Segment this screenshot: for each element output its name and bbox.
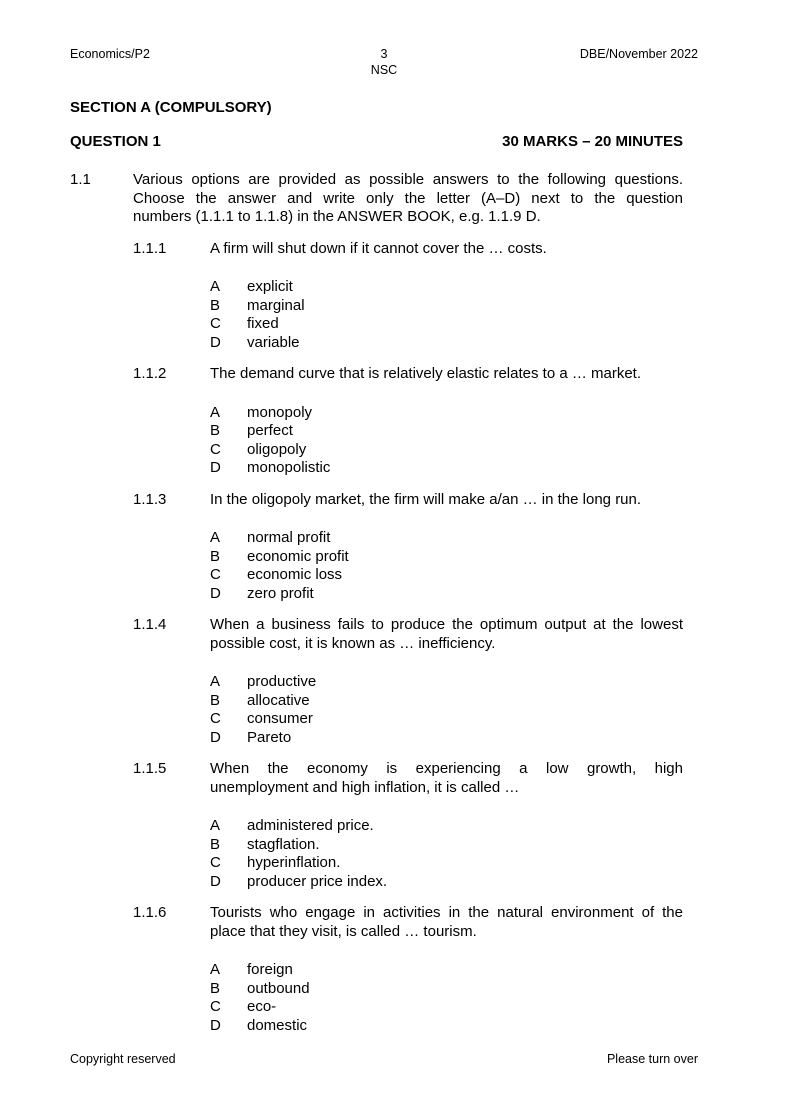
option-letter: B — [210, 979, 221, 997]
option-row — [210, 873, 683, 892]
options-list — [210, 404, 683, 478]
option-text: perfect — [247, 422, 293, 439]
subquestion-text: Tourists who engage in activities in the natural environment of the — [210, 904, 683, 921]
subquestion-text: When a business fails to produce the optimum output at the lowest — [210, 616, 683, 633]
option-letter: A — [210, 529, 221, 546]
instruction-line: numbers (1.1.1 to 1.1.8) in the ANSWER BOOK, e.g. 1.1.9 D. — [133, 208, 541, 225]
option-text: monopoly — [247, 403, 313, 421]
option-row — [210, 529, 683, 548]
header-exam-session: DBE/November 2022 — [579, 47, 698, 61]
option-letter: D — [210, 872, 221, 890]
subquestion-text: The demand curve that is relatively elastic relates to a … market. — [210, 365, 642, 382]
option-row — [210, 459, 683, 478]
option-text: stagflation. — [247, 835, 320, 853]
option-letter: C — [210, 440, 221, 458]
header-exam-level: NSC — [370, 63, 398, 77]
option-row — [210, 404, 683, 423]
option-row — [210, 566, 683, 585]
instruction-line: Choose the answer and write only the letter (A–D) next to the question — [133, 189, 683, 207]
subquestion-number: 1.1.4 — [133, 616, 167, 633]
exam-body — [70, 99, 683, 1035]
option-row — [210, 817, 683, 836]
option-row — [210, 980, 683, 999]
option-row — [210, 710, 683, 729]
option-letter: D — [210, 459, 221, 476]
subquestion-text: unemployment and high inflation, it is called … — [210, 778, 520, 796]
subquestion-number: 1.1.6 — [133, 904, 167, 921]
option-row — [210, 548, 683, 567]
option-row — [210, 585, 683, 604]
option-text: zero profit — [247, 584, 314, 602]
footer-turn-over: Please turn over — [606, 1052, 698, 1066]
instruction-line: Various options are provided as possible answers to the following questions. — [133, 171, 683, 188]
option-text: foreign — [247, 961, 293, 978]
header-page-number: 3 — [380, 47, 388, 61]
option-letter: B — [210, 422, 221, 439]
option-row — [210, 961, 683, 980]
options-list — [210, 817, 683, 891]
question-1-heading-row — [70, 133, 683, 152]
option-row — [210, 673, 683, 692]
option-letter: B — [210, 835, 221, 853]
option-row — [210, 998, 683, 1017]
subquestion-text: In the oligopoly market, the firm will make a/an … in the long run. — [210, 490, 642, 508]
subquestion-1-1-2 — [133, 365, 683, 478]
question-1-1-number: 1.1 — [70, 171, 91, 188]
option-text: eco- — [247, 998, 277, 1015]
option-letter: C — [210, 854, 221, 871]
option-letter: B — [210, 296, 221, 314]
subquestion-1-1-6 — [133, 904, 683, 1035]
option-text: variable — [247, 333, 300, 351]
option-text: hyperinflation. — [247, 854, 341, 871]
question-1-1-instruction — [133, 171, 683, 227]
option-text: Pareto — [247, 728, 292, 746]
question-1-marks: 30 MARKS – 20 MINUTES — [502, 132, 683, 150]
subquestion-1-1-4 — [133, 616, 683, 747]
option-text: administered price. — [247, 817, 374, 834]
option-row — [210, 297, 683, 316]
subquestion-number: 1.1.3 — [133, 490, 167, 508]
option-text: productive — [247, 673, 317, 690]
options-list — [210, 673, 683, 747]
option-text: economic profit — [247, 547, 349, 565]
option-letter: D — [210, 584, 221, 602]
option-text: producer price index. — [247, 872, 388, 890]
subquestion-1-1-1 — [133, 240, 683, 353]
option-text: outbound — [247, 979, 310, 997]
option-row — [210, 729, 683, 748]
option-letter: A — [210, 278, 221, 295]
subquestion-text: A firm will shut down if it cannot cover the … costs. — [210, 239, 547, 257]
option-letter: A — [210, 673, 221, 690]
subquestion-text: When the economy is experiencing a low growth, high — [210, 760, 683, 777]
option-row — [210, 441, 683, 460]
option-text: marginal — [247, 296, 305, 314]
option-text: oligopoly — [247, 440, 307, 458]
subquestion-1-1-3 — [133, 491, 683, 604]
option-text: domestic — [247, 1016, 308, 1034]
option-letter: B — [210, 547, 221, 565]
subquestion-number: 1.1.1 — [133, 239, 167, 257]
option-letter: C — [210, 710, 221, 727]
option-row — [210, 1017, 683, 1036]
option-row — [210, 278, 683, 297]
options-list — [210, 278, 683, 352]
page-footer — [70, 1051, 698, 1067]
option-letter: B — [210, 691, 221, 709]
subquestion-text: possible cost, it is known as … inefficiency. — [210, 634, 496, 652]
option-letter: C — [210, 315, 221, 332]
option-letter: A — [210, 403, 221, 421]
option-text: economic loss — [247, 566, 343, 583]
option-row — [210, 692, 683, 711]
option-letter: A — [210, 817, 221, 834]
subquestion-number: 1.1.2 — [133, 365, 167, 382]
subquestion-1-1-5 — [133, 760, 683, 891]
option-row — [210, 334, 683, 353]
option-letter: A — [210, 961, 221, 978]
option-letter: D — [210, 333, 221, 351]
options-list — [210, 961, 683, 1035]
question-1-title: QUESTION 1 — [70, 132, 161, 150]
option-letter: C — [210, 566, 221, 583]
option-text: consumer — [247, 710, 313, 727]
option-text: normal profit — [247, 529, 331, 546]
subquestion-number: 1.1.5 — [133, 760, 167, 777]
question-1-1 — [70, 171, 683, 227]
option-letter: C — [210, 998, 221, 1015]
option-row — [210, 422, 683, 441]
subquestion-text: place that they visit, is called … tourism. — [210, 922, 477, 940]
option-text: allocative — [247, 691, 310, 709]
footer-copyright: Copyright reserved — [70, 1052, 176, 1066]
option-letter: D — [210, 1016, 221, 1034]
header-subject: Economics/P2 — [70, 47, 150, 61]
option-text: explicit — [247, 278, 293, 295]
option-row — [210, 836, 683, 855]
option-row — [210, 315, 683, 334]
option-text: monopolistic — [247, 459, 331, 476]
option-row — [210, 854, 683, 873]
options-list — [210, 529, 683, 603]
option-letter: D — [210, 728, 221, 746]
section-a-heading: SECTION A (COMPULSORY) — [70, 99, 272, 116]
option-text: fixed — [247, 315, 279, 332]
